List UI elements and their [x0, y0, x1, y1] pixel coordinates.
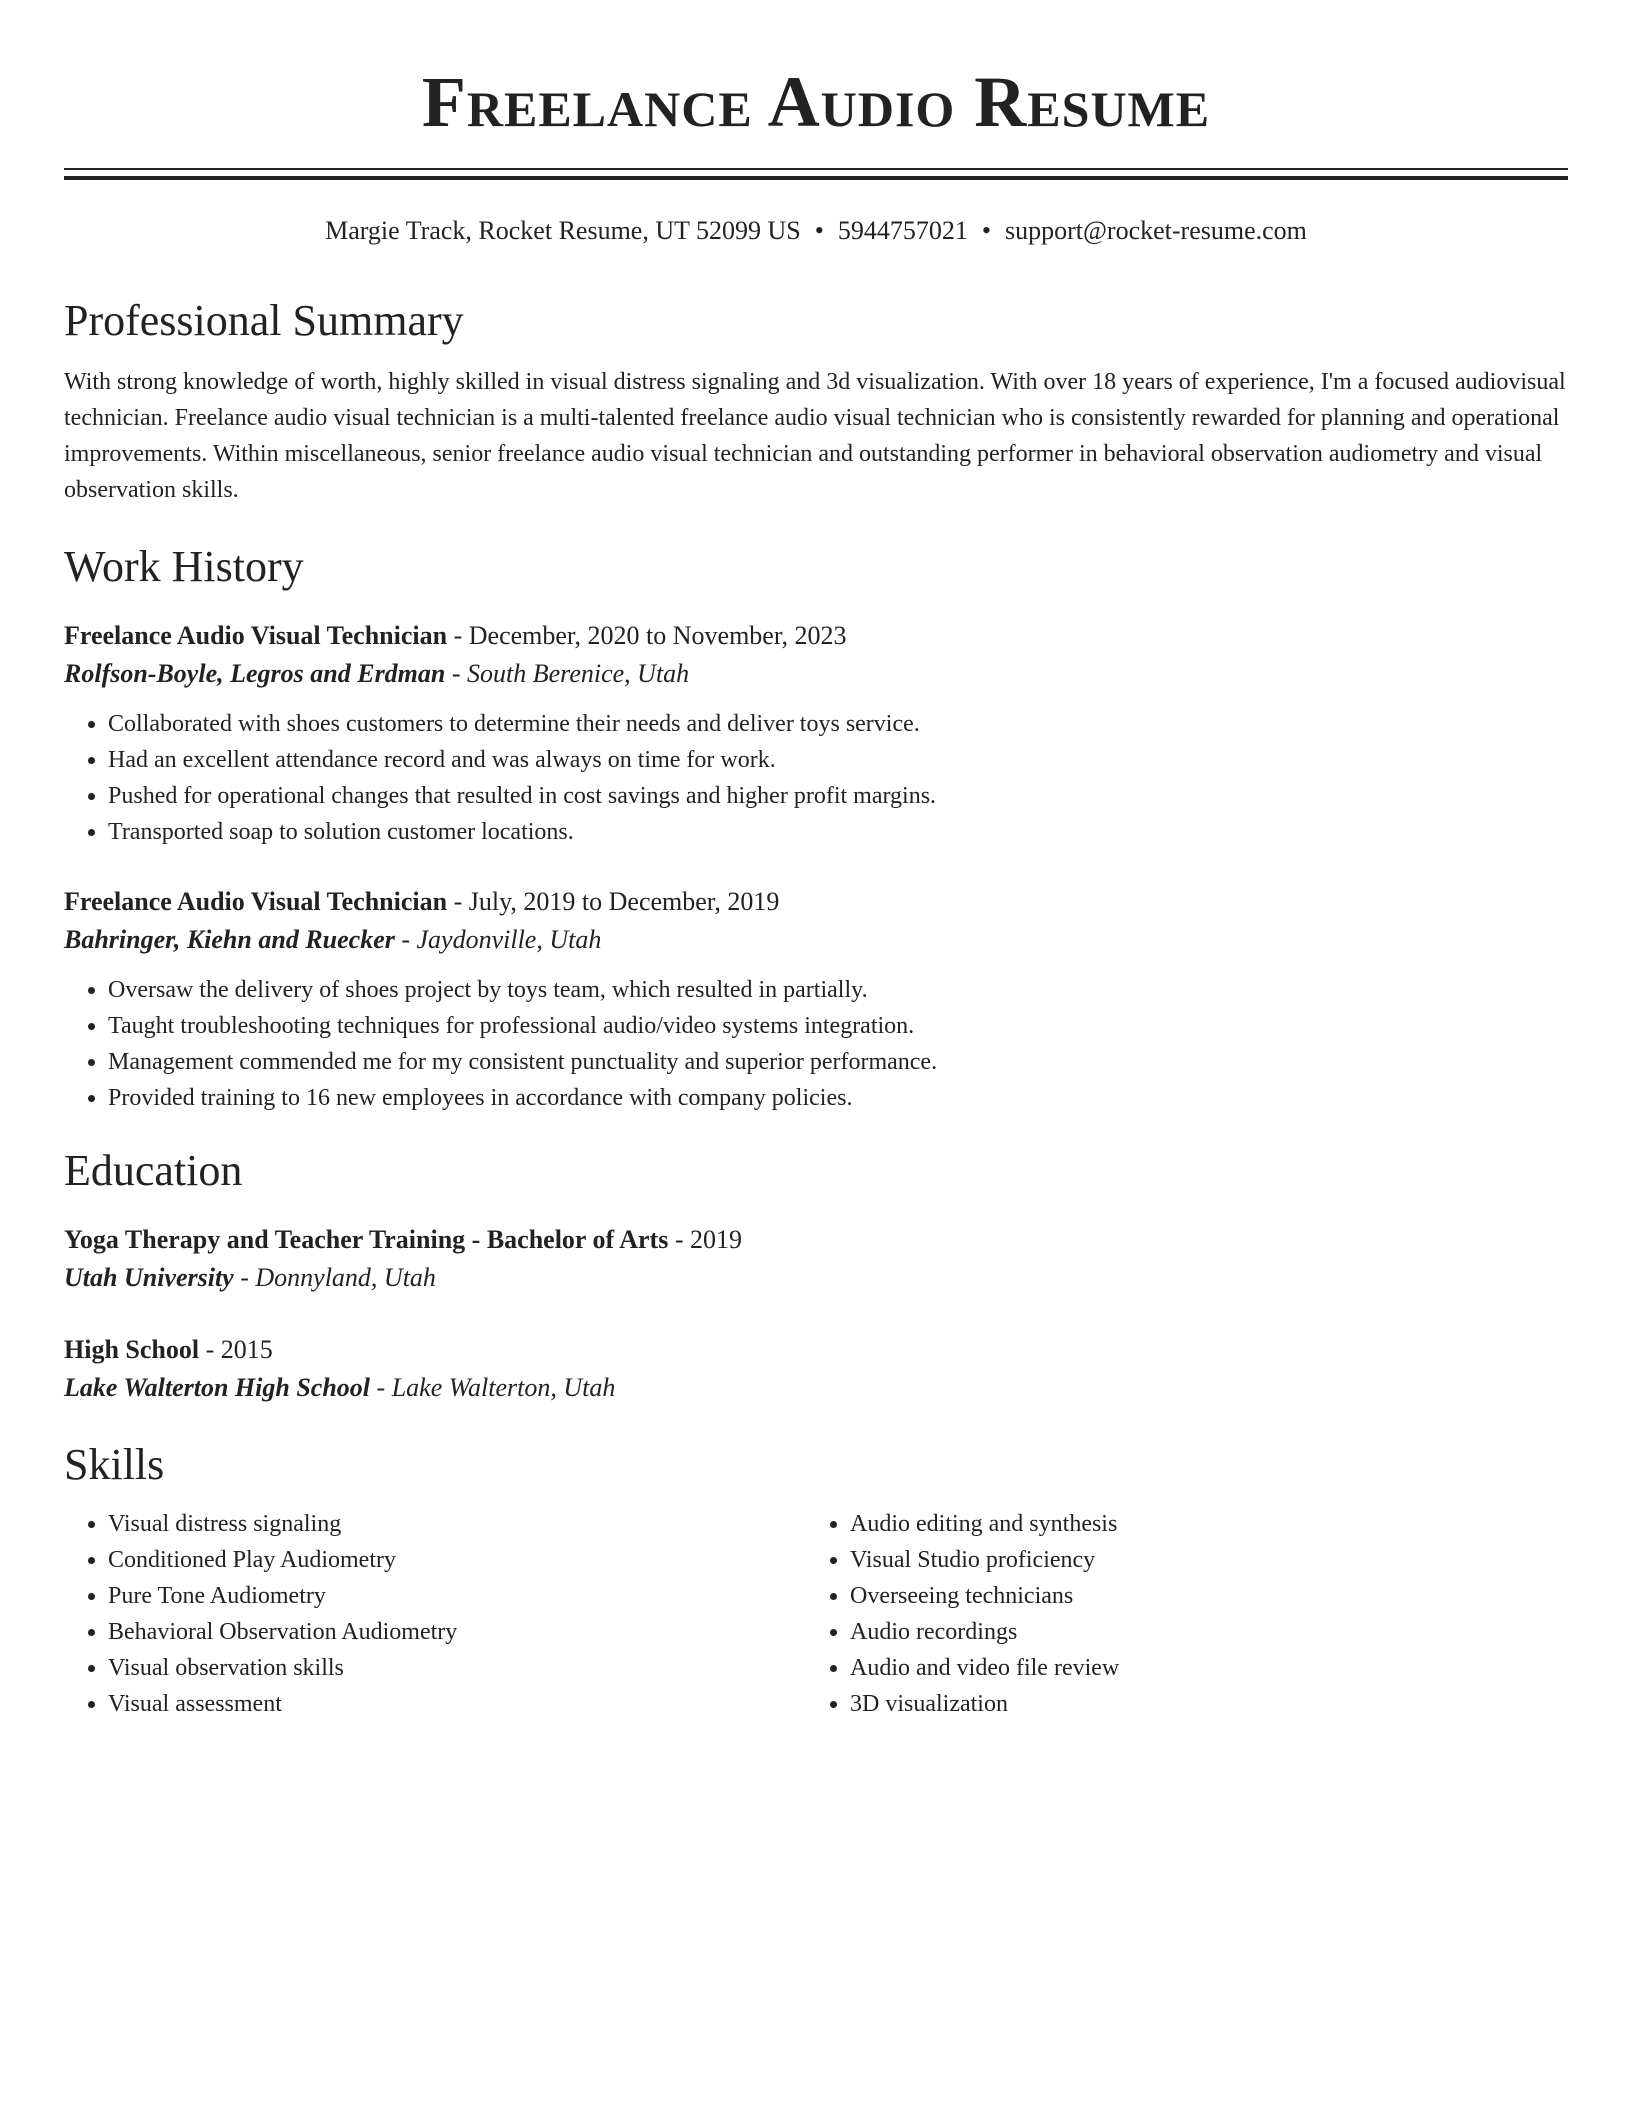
education-school: Lake Walterton High School	[64, 1373, 371, 1402]
job-bullet: • Management commended me for my consistent punctuality and superior performance.	[108, 1044, 1568, 1080]
job-bullet: • Provided training to 16 new employees in accordance with company policies.	[108, 1080, 1568, 1116]
job-company: Bahringer, Kiehn and Ruecker	[64, 925, 395, 954]
job-bullets	[64, 706, 1568, 850]
job-location: - Jaydonville, Utah	[394, 925, 602, 954]
education-location: - Lake Walterton, Utah	[370, 1373, 616, 1402]
skill-item: • Audio recordings	[850, 1614, 1548, 1650]
skills-column-left	[64, 1506, 806, 1722]
skills-heading: Skills	[64, 1440, 165, 1489]
education-location: - Donnyland, Utah	[233, 1263, 436, 1292]
summary-text: With strong knowledge of worth, highly skilled in visual distress signaling and 3d visualization. With over 18 years of experience, I'm a focused audiovisual technician. Freelance audio visual technician is a multi-talented freelance audio visual technician who is consistently rewarded for planning and operational improvements. Within miscellaneous, senior freelance audio visual technician and outstanding performer in behavioral observation audiometry and visual observation skills.	[64, 369, 1566, 503]
job-company: Rolfson-Boyle, Legros and Erdman	[64, 659, 446, 688]
resume-title: Freelance Audio Resume	[421, 62, 1211, 142]
education-school-line	[64, 1368, 1568, 1408]
job-role: Freelance Audio Visual Technician	[64, 621, 448, 650]
work-history-heading: Work History	[64, 542, 304, 591]
skills-grid	[64, 1506, 1568, 1722]
job-dates: - July, 2019 to December, 2019	[447, 887, 780, 916]
job-entry	[64, 618, 1568, 850]
contact-separator: •	[814, 216, 824, 245]
skill-item: • Visual assessment	[108, 1686, 806, 1722]
job-title-line	[64, 618, 1568, 654]
summary-heading: Professional Summary	[64, 296, 464, 345]
job-company-line	[64, 920, 1568, 960]
skill-item: • Visual Studio proficiency	[850, 1542, 1548, 1578]
education-entry	[64, 1332, 1568, 1408]
job-bullet: • Pushed for operational changes that resulted in cost savings and higher profit margins.	[108, 778, 1568, 814]
job-location: - South Berenice, Utah	[445, 659, 690, 688]
education-entry	[64, 1222, 1568, 1298]
education-degree-line	[64, 1222, 1568, 1258]
skill-item: • Visual distress signaling	[108, 1506, 806, 1542]
skill-item: • Behavioral Observation Audiometry	[108, 1614, 806, 1650]
education-heading: Education	[64, 1146, 243, 1195]
contact-line	[64, 214, 1568, 248]
skill-item: • Audio and video file review	[850, 1650, 1548, 1686]
job-entry	[64, 884, 1568, 1116]
job-dates: - December, 2020 to November, 2023	[447, 621, 847, 650]
skill-item: • Pure Tone Audiometry	[108, 1578, 806, 1614]
skill-item: • Visual observation skills	[108, 1650, 806, 1686]
job-company-line	[64, 654, 1568, 694]
skill-item: • Audio editing and synthesis	[850, 1506, 1548, 1542]
skill-item: • Overseeing technicians	[850, 1578, 1548, 1614]
job-bullets	[64, 972, 1568, 1116]
skill-item: • Conditioned Play Audiometry	[108, 1542, 806, 1578]
job-bullet: • Transported soap to solution customer locations.	[108, 814, 1568, 850]
contact-separator: •	[981, 216, 991, 245]
title-divider	[64, 168, 1568, 180]
skill-item: • 3D visualization	[850, 1686, 1548, 1722]
education-year: - 2019	[668, 1225, 742, 1254]
skills-column-right	[806, 1506, 1548, 1722]
job-title-line	[64, 884, 1568, 920]
contact-email[interactable]: support@rocket-resume.com	[1004, 216, 1307, 245]
education-school: Utah University	[64, 1263, 234, 1292]
education-degree: Yoga Therapy and Teacher Training - Bachelor of Arts	[64, 1225, 669, 1254]
education-year: - 2015	[199, 1335, 273, 1364]
job-role: Freelance Audio Visual Technician	[64, 887, 448, 916]
education-degree-line	[64, 1332, 1568, 1368]
contact-phone: 5944757021	[837, 216, 968, 245]
education-school-line	[64, 1258, 1568, 1298]
job-bullet: • Taught troubleshooting techniques for professional audio/video systems integration.	[108, 1008, 1568, 1044]
job-bullet: • Collaborated with shoes customers to determine their needs and deliver toys service.	[108, 706, 1568, 742]
contact-address: Margie Track, Rocket Resume, UT 52099 US	[325, 216, 801, 245]
job-bullet: • Oversaw the delivery of shoes project by toys team, which resulted in partially.	[108, 972, 1568, 1008]
job-bullet: • Had an excellent attendance record and was always on time for work.	[108, 742, 1568, 778]
education-degree: High School	[64, 1335, 200, 1364]
